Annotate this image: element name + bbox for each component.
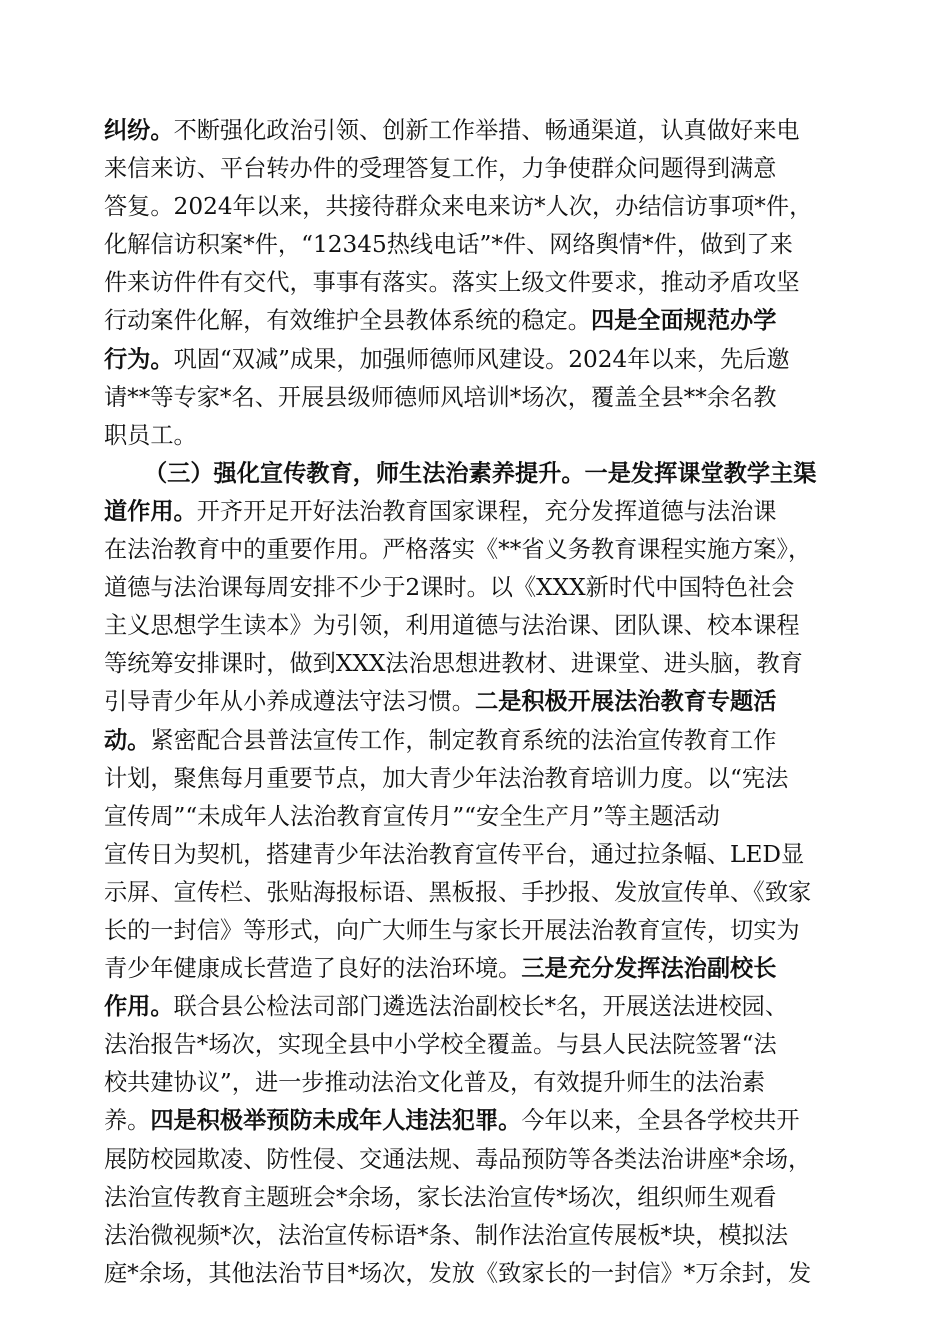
text-line bbox=[104, 1102, 848, 1140]
body-text: 长的一封信》等形式，向广大师生与家长开展法治教育宣传，切实为 bbox=[104, 916, 800, 944]
body-text: 在法治教育中的重要作用。严格落实《**省义务教育课程实施方案》， bbox=[104, 536, 812, 564]
body-text: 来信来访、平台转办件的受理答复工作，力争使群众问题得到满意 bbox=[104, 155, 777, 183]
body-text: 职员工。 bbox=[104, 421, 197, 449]
document-body bbox=[104, 112, 848, 1293]
body-text: 答复。2024年以来，共接待群众来电来访*人次，办结信访事项*件， bbox=[104, 193, 813, 221]
text-line bbox=[104, 112, 848, 150]
text-line bbox=[104, 836, 848, 874]
body-text: 示屏、宣传栏、张贴海报标语、黑板报、手抄报、发放宣传单、《致家 bbox=[104, 878, 812, 906]
body-text: 等统筹安排课时，做到XXX法治思想进教材、进课堂、进头脑，教育 bbox=[104, 650, 803, 678]
bold-heading-text: 作用。 bbox=[104, 993, 174, 1021]
text-line bbox=[104, 988, 848, 1026]
text-line bbox=[104, 950, 848, 988]
body-text: 法治宣传教育主题班会*余场，家长法治宣传*场次，组织师生观看 bbox=[104, 1183, 777, 1211]
text-line bbox=[104, 645, 848, 683]
body-text: 件来访件件有交代，事事有落实。落实上级文件要求，推动矛盾攻坚 bbox=[104, 269, 800, 297]
body-text: 养。 bbox=[104, 1107, 151, 1135]
text-line bbox=[104, 1141, 848, 1179]
body-text: 行动案件化解，有效维护全县教体系统的稳定。 bbox=[104, 307, 591, 335]
text-line bbox=[104, 455, 848, 493]
body-text: 请**等专家*名、开展县级师德师风培训*场次，覆盖全县**余名教 bbox=[104, 383, 777, 411]
body-text: 联合县公检法司部门遴选法治副校长*名，开展送法进校园、 bbox=[173, 993, 789, 1021]
text-line bbox=[104, 722, 848, 760]
bold-heading-text: （三）强化宣传教育，师生法治素养提升。一是发挥课堂教学主渠 bbox=[144, 459, 817, 487]
bold-heading-text: 四是全面规范办学 bbox=[590, 307, 777, 335]
text-line bbox=[104, 188, 848, 226]
text-line bbox=[104, 1255, 848, 1293]
bold-heading-text: 道作用。 bbox=[104, 497, 197, 525]
text-line bbox=[104, 150, 848, 188]
body-text: 今年以来，全县各学校共开 bbox=[521, 1107, 800, 1135]
body-text: 主义思想学生读本》为引领，利用道德与法治课、团队课、校本课程 bbox=[104, 612, 800, 640]
bold-heading-text: 纠纷。 bbox=[104, 117, 174, 144]
text-line bbox=[104, 264, 848, 302]
body-text: 庭*余场，其他法治节目*场次，发放《致家长的一封信》*万余封，发 bbox=[104, 1259, 812, 1287]
text-line bbox=[104, 1064, 848, 1102]
body-text: 不断强化政治引领、创新工作举措、畅通渠道，认真做好来电 bbox=[173, 117, 800, 144]
text-line bbox=[104, 798, 848, 836]
body-text: 引导青少年从小养成遵法守法习惯。 bbox=[104, 688, 475, 716]
body-text: 紧密配合县普法宣传工作，制定教育系统的法治宣传教育工作 bbox=[150, 726, 777, 754]
text-line bbox=[104, 1026, 848, 1064]
body-text: 校共建协议”，进一步推动法治文化普及，有效提升师生的法治素 bbox=[104, 1069, 766, 1097]
bold-heading-text: 二是积极开展法治教育专题活 bbox=[475, 688, 777, 716]
body-text: 计划，聚焦每月重要节点，加大青少年法治教育培训力度。以“宪法 bbox=[104, 764, 789, 792]
bold-heading-text: 动。 bbox=[104, 726, 151, 754]
body-text: 宣传周”“未成年人法治教育宣传月”“安全生产月”等主题活动 bbox=[104, 802, 720, 830]
body-text: 宣传日为契机，搭建青少年法治教育宣传平台，通过拉条幅、LED显 bbox=[104, 840, 805, 868]
text-line bbox=[104, 302, 848, 340]
text-line bbox=[104, 417, 848, 455]
text-line bbox=[104, 874, 848, 912]
bold-heading-text: 四是积极举预防未成年人违法犯罪。 bbox=[150, 1107, 522, 1135]
body-text: 法治微视频*次，法治宣传标语*条、制作法治宣传展板*块，模拟法 bbox=[104, 1221, 789, 1249]
text-line bbox=[104, 341, 848, 379]
text-line bbox=[104, 569, 848, 607]
body-text: 展防校园欺凌、防性侵、交通法规、毒品预防等各类法治讲座*余场， bbox=[104, 1145, 812, 1173]
text-line bbox=[104, 607, 848, 645]
text-line bbox=[104, 683, 848, 721]
text-line bbox=[104, 760, 848, 798]
text-line bbox=[104, 1217, 848, 1255]
body-text: 巩固“双减”成果，加强师德师风建设。2024年以来，先后邀 bbox=[173, 345, 790, 373]
body-text: 法治报告*场次，实现全县中小学校全覆盖。与县人民法院签署“法 bbox=[104, 1031, 777, 1059]
body-text: 道德与法治课每周安排不少于2课时。以《XXX新时代中国特色社会 bbox=[104, 574, 795, 602]
bold-heading-text: 三是充分发挥法治副校长 bbox=[521, 955, 777, 983]
text-line bbox=[104, 531, 848, 569]
text-line bbox=[104, 379, 848, 417]
body-text: 化解信访积案*件，“12345热线电话”*件、网络舆情*件，做到了来 bbox=[104, 231, 793, 259]
text-line bbox=[104, 226, 848, 264]
body-text: 青少年健康成长营造了良好的法治环境。 bbox=[104, 955, 522, 983]
text-line bbox=[104, 912, 848, 950]
text-line bbox=[104, 493, 848, 531]
text-line bbox=[104, 1179, 848, 1217]
body-text: 开齐开足开好法治教育国家课程，充分发挥道德与法治课 bbox=[196, 497, 777, 525]
bold-heading-text: 行为。 bbox=[104, 345, 174, 373]
